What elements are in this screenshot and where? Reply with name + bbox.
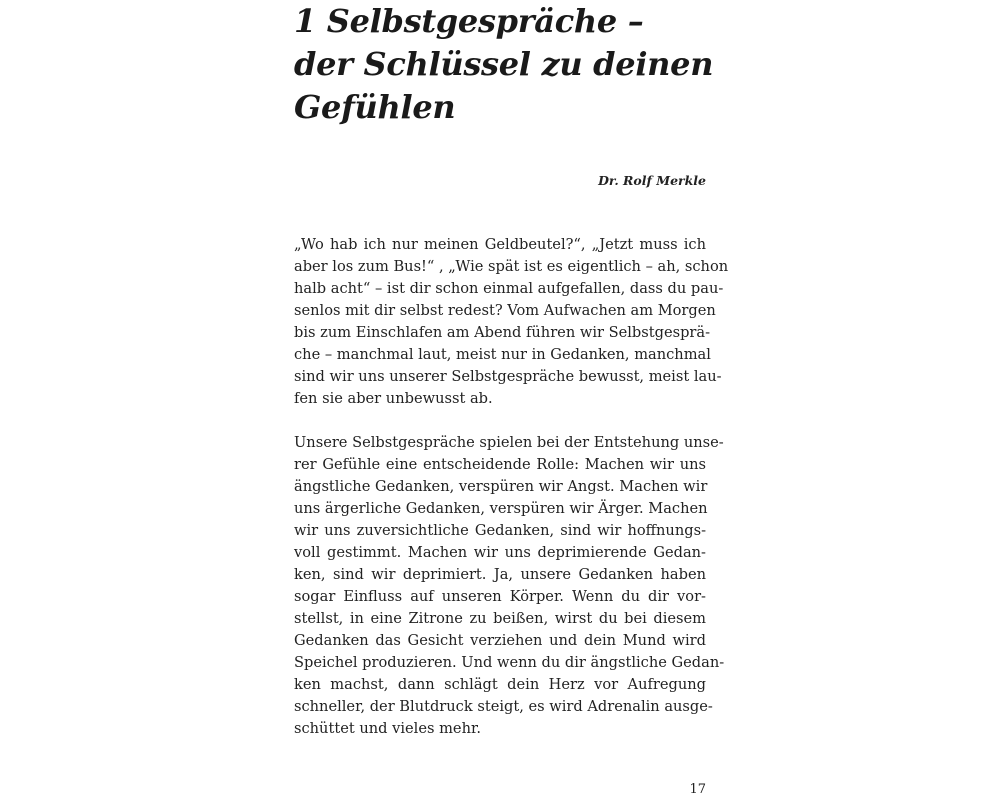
text-line: uns ärgerliche Gedanken, verspüren wir Ärger. Machen: [294, 500, 708, 517]
text-line: che – manchmal laut, meist nur in Gedanken, manchmal: [294, 346, 711, 363]
chapter-title-line: Gefühlen: [294, 88, 456, 126]
author-name: Dr. Rolf Merkle: [598, 173, 706, 188]
text-line: stellst, in eine Zitrone zu beißen, wirst du bei diesem: [294, 610, 706, 627]
text-line: voll gestimmt. Machen wir uns deprimierende Gedan-: [294, 544, 706, 561]
text-line: schüttet und vieles mehr.: [294, 720, 481, 737]
text-line: fen sie aber unbewusst ab.: [294, 390, 493, 407]
text-line: schneller, der Blutdruck steigt, es wird Adrenalin ausge-: [294, 698, 713, 715]
chapter-title-line: 1 Selbstgespräche –: [294, 2, 644, 40]
text-line: wir uns zuversichtliche Gedanken, sind wir hoffnungs-: [294, 522, 706, 539]
chapter-title-line: der Schlüssel zu deinen: [294, 45, 714, 83]
text-line: rer Gefühle eine entscheidende Rolle: Machen wir uns: [294, 456, 706, 473]
text-line: ken machst, dann schlägt dein Herz vor Aufregung: [294, 676, 706, 693]
text-line: ken, sind wir deprimiert. Ja, unsere Gedanken haben: [294, 566, 706, 583]
text-line: Unsere Selbstgespräche spielen bei der Entstehung unse-: [294, 434, 724, 451]
text-line: Speichel produzieren. Und wenn du dir ängstliche Gedan-: [294, 654, 725, 671]
body-paragraph: [294, 432, 725, 740]
text-line: aber los zum Bus!“ , „Wie spät ist es eigentlich – ah, schon: [294, 258, 729, 275]
page-number: 17: [689, 782, 706, 797]
book-page: [294, 0, 729, 800]
text-line: sogar Einfluss auf unseren Körper. Wenn du dir vor-: [294, 588, 706, 605]
text-line: bis zum Einschlafen am Abend führen wir Selbstgesprä-: [294, 324, 711, 341]
text-line: ängstliche Gedanken, verspüren wir Angst. Machen wir: [294, 478, 708, 495]
text-line: halb acht“ – ist dir schon einmal aufgefallen, dass du pau-: [294, 280, 724, 297]
text-line: sind wir uns unserer Selbstgespräche bewusst, meist lau-: [294, 368, 722, 385]
body-paragraph: [294, 234, 729, 410]
chapter-title: [294, 0, 714, 129]
text-line: Gedanken das Gesicht verziehen und dein Mund wird: [294, 632, 706, 649]
text-line: „Wo hab ich nur meinen Geldbeutel?“, „Jetzt muss ich: [294, 236, 706, 253]
text-line: senlos mit dir selbst redest? Vom Aufwachen am Morgen: [294, 302, 716, 319]
